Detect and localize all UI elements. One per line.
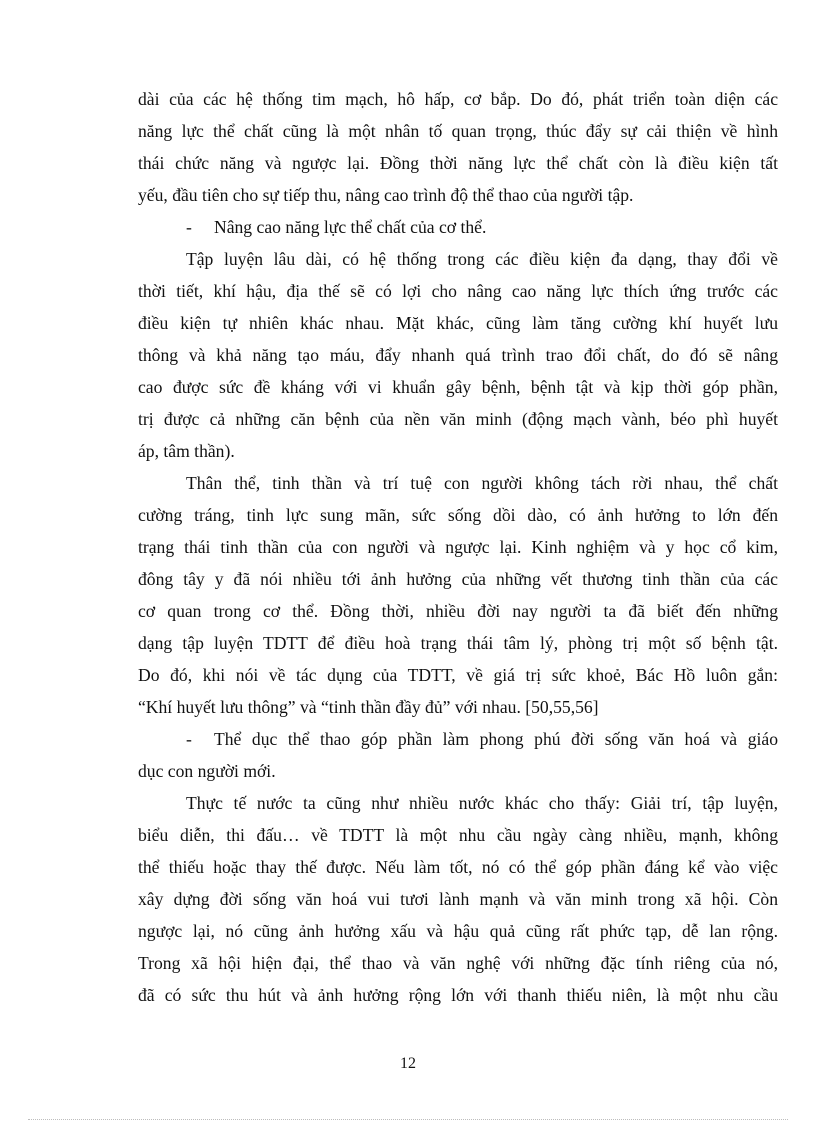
text-line: trị được cả những căn bệnh của nền văn minh (động mạch vành, béo phì huyết bbox=[138, 409, 778, 429]
text-line: thông và khả năng tạo máu, đẩy nhanh quá trình trao đổi chất, do đó sẽ nâng bbox=[138, 345, 778, 365]
bullet-item bbox=[138, 211, 778, 243]
text-line: yếu, đầu tiên cho sự tiếp thu, nâng cao trình độ thể thao của người tập. bbox=[138, 185, 634, 205]
text-line: đông tây y đã nói nhiều tới ảnh hưởng của những vết thương tinh thần của các bbox=[138, 569, 778, 589]
bullet-dash: - bbox=[186, 217, 192, 237]
text-line: Thân thể, tinh thần và trí tuệ con người không tách rời nhau, thể chất bbox=[186, 473, 778, 493]
bullet-text: Nâng cao năng lực thể chất của cơ thể. bbox=[214, 217, 487, 237]
text-line: Trong xã hội hiện đại, thể thao và văn nghệ với những đặc tính riêng của nó, bbox=[138, 953, 778, 973]
text-line: Thực tế nước ta cũng như nhiều nước khác cho thấy: Giải trí, tập luyện, bbox=[186, 793, 778, 813]
text-line: cao được sức đề kháng với vi khuẩn gây bệnh, bệnh tật và kịp thời góp phần, bbox=[138, 377, 778, 397]
text-line: “Khí huyết lưu thông” và “tinh thần đầy đủ” với nhau. [50,55,56] bbox=[138, 697, 599, 717]
text-line: dục con người mới. bbox=[138, 761, 276, 781]
text-line: năng lực thể chất cũng là một nhân tố quan trọng, thúc đẩy sự cải thiện về hình bbox=[138, 121, 778, 141]
bullet-dash: - bbox=[186, 729, 192, 749]
text-line: điều kiện tự nhiên khác nhau. Mặt khác, cũng làm tăng cường khí huyết lưu bbox=[138, 313, 778, 333]
text-line: thái chức năng và ngược lại. Đồng thời năng lực thể chất còn là điều kiện tất bbox=[138, 153, 778, 173]
text-line: thể thiếu hoặc thay thế được. Nếu làm tốt, nó có thể góp phần đáng kể vào việc bbox=[138, 857, 778, 877]
text-line: biểu diễn, thi đấu… về TDTT là một nhu cầu ngày càng nhiều, mạnh, không bbox=[138, 825, 778, 845]
text-line: cơ quan trong cơ thể. Đồng thời, nhiều đời nay người ta đã biết đến những bbox=[138, 601, 778, 621]
text-line: Tập luyện lâu dài, có hệ thống trong các điều kiện đa dạng, thay đổi về bbox=[186, 249, 778, 269]
text-line: cường tráng, tinh lực sung mãn, sức sống dồi dào, có ảnh hưởng to lớn đến bbox=[138, 505, 778, 525]
text-line: thời tiết, khí hậu, địa thế sẽ có lợi cho nâng cao năng lực thích ứng trước các bbox=[138, 281, 778, 301]
body-text bbox=[138, 83, 778, 1011]
text-line: dài của các hệ thống tim mạch, hô hấp, cơ bắp. Do đó, phát triển toàn diện các bbox=[138, 89, 778, 109]
text-line: áp, tâm thần). bbox=[138, 441, 235, 461]
text-line: dạng tập luyện TDTT để điều hoà trạng thái tâm lý, phòng trị một số bệnh tật. bbox=[138, 633, 778, 653]
text-line: trạng thái tinh thần của con người và ngược lại. Kinh nghiệm và y học cổ kim, bbox=[138, 537, 778, 557]
text-line: Do đó, khi nói về tác dụng của TDTT, về giá trị sức khoẻ, Bác Hồ luôn gắn: bbox=[138, 665, 778, 685]
bullet-item bbox=[138, 723, 778, 755]
text-line: đã có sức thu hút và ảnh hưởng rộng lớn với thanh thiếu niên, là một nhu cầu bbox=[138, 985, 778, 1005]
text-line: ngược lại, nó cũng ảnh hưởng xấu và hậu quả cũng rất phức tạp, dễ lan rộng. bbox=[138, 921, 778, 941]
text-line: xây dựng đời sống văn hoá vui tươi lành mạnh và văn minh trong xã hội. Còn bbox=[138, 889, 778, 909]
page-number: 12 bbox=[400, 1055, 416, 1072]
page-bottom-divider bbox=[28, 1119, 788, 1120]
bullet-text: Thể dục thể thao góp phần làm phong phú đời sống văn hoá và giáo bbox=[214, 729, 778, 749]
